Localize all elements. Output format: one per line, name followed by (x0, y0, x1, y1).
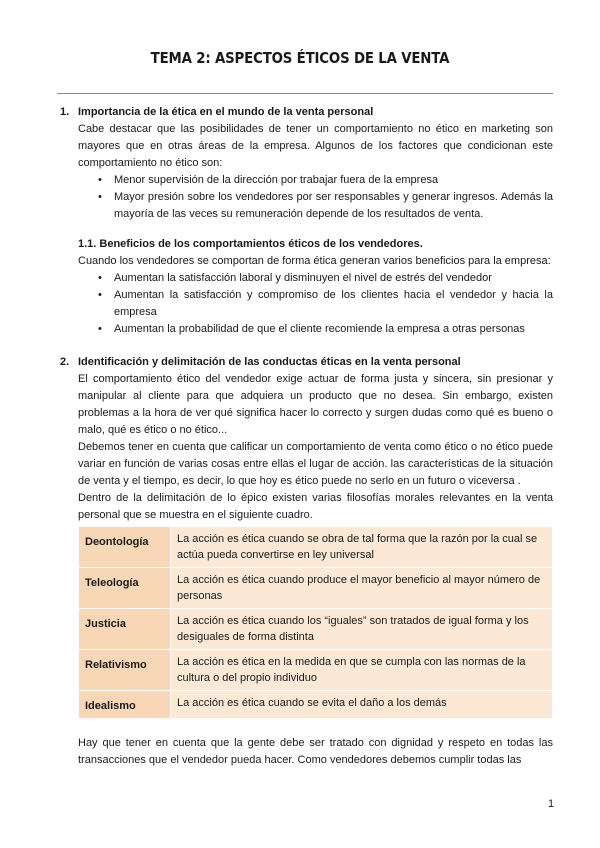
section-1-number: 1. (60, 106, 70, 118)
table-cell-description: La acción es ética en la medida en que se cumpla con las normas de la cultura o del propio individuo (171, 650, 553, 691)
table-cell-term: Idealismo (79, 691, 171, 719)
list-item: • Mayor presión sobre los vendedores por ser responsables y generar ingresos. Además la mayoría de las veces su remuneración depende de los resultados de venta. (78, 189, 553, 223)
section-2-closing-paragraph: Hay que tener en cuenta que la gente debe ser tratado con dignidad y respeto en todas las transacciones que el vendedor pueda hacer. Como vendedores debemos cumplir todas las (78, 737, 553, 766)
table-cell-term: Relativismo (79, 650, 171, 691)
subsection-1-1-bullet-list (78, 270, 553, 338)
table-row (79, 527, 553, 568)
moral-philosophies-table (78, 526, 553, 719)
section-2-paragraph: Dentro de la delimitación de lo épico existen varias filosofías morales relevantes en la venta personal que se muestra en el siguiente cuadro. (78, 492, 553, 521)
list-item: • Aumentan la satisfacción laboral y disminuyen el nivel de estrés del vendedor (78, 270, 553, 287)
list-item: • Menor supervisión de la dirección por trabajar fuera de la empresa (78, 172, 553, 189)
table-row (79, 568, 553, 609)
section-2-heading: Identificación y delimitación de las conductas éticas en la venta personal (78, 356, 461, 368)
section-2-paragraph: Debemos tener en cuenta que calificar un comportamiento de venta como ético o no ético puede variar en función de varias cosas entre ellas el lugar de acción. las características de la situación de venta y el tiempo, es decir, lo que hoy es ético puede no serlo en un futuro o viceversa . (78, 441, 553, 487)
table-cell-description: La acción es ética cuando se evita el daño a los demás (171, 691, 553, 719)
subsection-1-1-heading: 1.1. Beneficios de los comportamientos éticos de los vendedores. (78, 238, 423, 250)
title-divider (57, 93, 553, 94)
section-1-bullet-list (78, 172, 553, 223)
list-item: • Aumentan la satisfacción y compromiso de los clientes hacia el vendedor y hacia la empresa (78, 287, 553, 321)
table-row (79, 609, 553, 650)
table-cell-term: Deontología (79, 527, 171, 568)
document-body (59, 104, 553, 769)
table-cell-description: La acción es ética cuando se obra de tal forma que la razón por la cual se actúa pueda convertirse en ley universal (171, 527, 553, 568)
table-cell-term: Teleología (79, 568, 171, 609)
list-item: • Aumentan la probabilidad de que el cliente recomiende la empresa a otras personas (78, 321, 553, 338)
table-cell-description: La acción es ética cuando produce el mayor beneficio al mayor número de personas (171, 568, 553, 609)
section-2-number: 2. (60, 356, 70, 368)
section-1-heading: Importancia de la ética en el mundo de la venta personal (78, 106, 374, 118)
table-row (79, 650, 553, 691)
section-2-paragraph: El comportamiento ético del vendedor exige actuar de forma justa y sincera, sin presionar y manipular al cliente para que adquiera un producto que no desea. Sin embargo, existen problemas a la hora de ver qué significa hacer lo correcto y surgen dudas como qué es bueno o malo, qué es ético o no ético... (78, 373, 553, 436)
section-1 (59, 104, 553, 338)
subsection-1-1-paragraph: Cuando los vendedores se comportan de forma ética generan varios beneficios para la empresa: (78, 255, 551, 267)
section-2 (59, 354, 553, 769)
table-row (79, 691, 553, 719)
table-cell-description: La acción es ética cuando los “iguales” son tratados de igual forma y los desiguales de forma distinta (171, 609, 553, 650)
page-number: 1 (548, 798, 555, 810)
section-1-paragraph: Cabe destacar que las posibilidades de tener un comportamiento no ético en marketing son mayores que en otras áreas de la empresa. Algunos de los factores que condicionan este comportamiento no ético son: (78, 123, 553, 169)
document-title: TEMA 2: ASPECTOS ÉTICOS DE LA VENTA (150, 49, 450, 67)
table-cell-term: Justicia (79, 609, 171, 650)
